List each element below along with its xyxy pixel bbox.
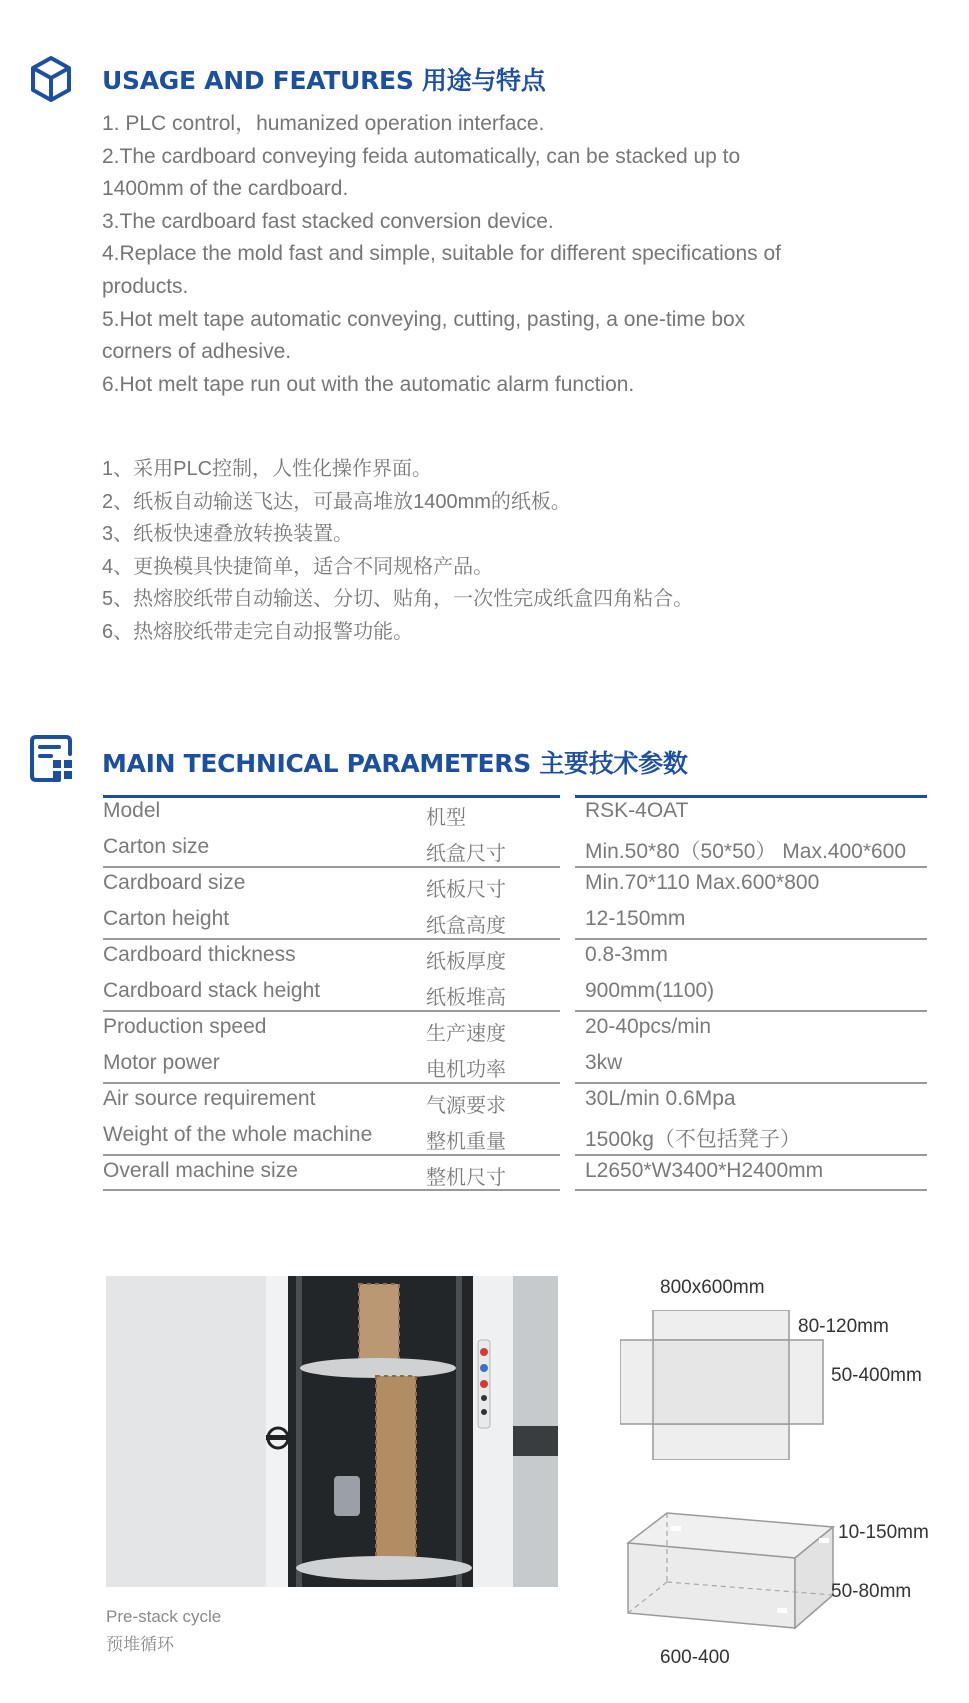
photo-caption-cn: 预堆循环 [106,1635,174,1654]
box-depth-label: 50-80mm [831,1581,912,1602]
table-rule [575,938,927,940]
feature-en-line: 3.The cardboard fast stacked conversion device. [102,209,554,233]
param-value: 900mm(1100) [585,979,715,1002]
machine-photo [106,1276,558,1587]
feature-en-line: 4.Replace the mold fast and simple, suitable for different specifications of [102,242,781,266]
table-rule [103,938,560,940]
photo-caption-en: Pre-stack cycle [106,1607,222,1626]
param-name-cn: 机型 [426,807,466,829]
table-row [103,833,926,869]
param-value: Min.50*80（50*50） Max.400*600 [585,840,907,863]
param-value: 20-40pcs/min [585,1015,712,1038]
feature-en-line: corners of adhesive. [102,340,292,364]
param-value: 3kw [585,1051,623,1074]
params-title: MAIN TECHNICAL PARAMETERS 主要技术参数 [102,749,688,778]
param-name-cn: 纸板厚度 [426,951,506,973]
feature-en-line: 5.Hot melt tape automatic conveying, cutting, pasting, a one-time box [102,307,746,331]
param-value: 12-150mm [585,907,686,930]
feature-en-line: 6.Hot melt tape run out with the automatic alarm function. [102,372,635,396]
flat-box-diagram [620,1310,825,1460]
table-rule [103,1010,560,1012]
table-rule [575,866,927,868]
box-height-label: 10-150mm [838,1522,929,1543]
feature-cn-line: 4、更换模具快捷简单，适合不同规格产品。 [102,555,494,578]
param-name-cn: 纸板尺寸 [426,879,506,901]
param-name-cn: 纸盒尺寸 [426,843,506,865]
table-row [103,941,926,977]
param-name-cn: 电机功率 [426,1059,506,1081]
table-row [103,869,926,905]
feature-en-line: 1400mm of the cardboard. [102,177,349,201]
flat-width-label: 800x600mm [660,1277,765,1298]
usage-title: USAGE AND FEATURES 用途与特点 [102,66,546,95]
table-row [103,1013,926,1049]
param-name-en: Production speed [103,1015,267,1038]
table-rule [103,1154,560,1156]
table-rule [575,1154,927,1156]
param-value: 1500kg（不包括凳子） [585,1128,801,1151]
table-rule [103,1082,560,1084]
box-base-label: 600-400 [660,1647,730,1668]
feature-cn-line: 1、采用PLC控制，人性化操作界面。 [102,458,433,480]
param-name-cn: 气源要求 [426,1095,506,1117]
param-name-en: Cardboard size [103,871,246,894]
param-name-en: Carton size [103,835,210,858]
param-name-cn: 整机尺寸 [426,1167,506,1189]
table-row [103,1157,926,1193]
feature-cn-line: 5、热熔胶纸带自动输送、分切、贴角，一次性完成纸盒四角粘合。 [102,588,694,611]
param-name-en: Cardboard stack height [103,979,321,1002]
param-name-en: Cardboard thickness [103,943,296,966]
param-name-en: Model [103,799,161,822]
feature-cn-line: 3、纸板快速叠放转换装置。 [102,523,354,546]
table-rule [575,1010,927,1012]
param-name-en: Weight of the whole machine [103,1123,373,1146]
parameters-icon [29,734,77,784]
box-3d-diagram [625,1510,835,1630]
table-rule [103,866,560,868]
features-en-list [102,108,842,401]
cube-icon [29,55,73,103]
table-rule [575,1189,927,1191]
features-cn-list [102,453,862,649]
feature-en-line: 1. PLC control，humanized operation interface. [102,112,545,135]
table-rule [575,1082,927,1084]
param-name-cn: 纸板堆高 [426,987,506,1009]
table-row [103,1085,926,1121]
table-row [103,1049,926,1085]
param-name-cn: 纸盒高度 [426,915,506,937]
param-name-cn: 生产速度 [426,1023,506,1045]
table-row [103,905,926,941]
param-value: 30L/min 0.6Mpa [585,1087,736,1110]
param-value: L2650*W3400*H2400mm [585,1159,824,1182]
param-name-en: Overall machine size [103,1159,298,1182]
parameters-table [103,797,926,1193]
param-name-en: Air source requirement [103,1087,316,1110]
param-name-en: Motor power [103,1051,220,1074]
param-value: 0.8-3mm [585,943,668,966]
feature-en-line: products. [102,274,189,298]
param-value: RSK-4OAT [585,799,689,822]
param-value: Min.70*110 Max.600*800 [585,871,820,894]
table-rule [103,1189,560,1191]
table-row [103,797,926,833]
param-name-cn: 整机重量 [426,1131,506,1153]
table-row [103,977,926,1013]
feature-cn-line: 6、热熔胶纸带走完自动报警功能。 [102,620,414,643]
feature-en-line: 2.The cardboard conveying feida automatically, can be stacked up to [102,144,741,168]
param-name-en: Carton height [103,907,230,930]
flap-label: 80-120mm [798,1316,889,1337]
flat-height-label: 50-400mm [831,1365,922,1386]
table-row [103,1121,926,1157]
feature-cn-line: 2、纸板自动输送飞达，可最高堆放1400mm的纸板。 [102,490,571,513]
